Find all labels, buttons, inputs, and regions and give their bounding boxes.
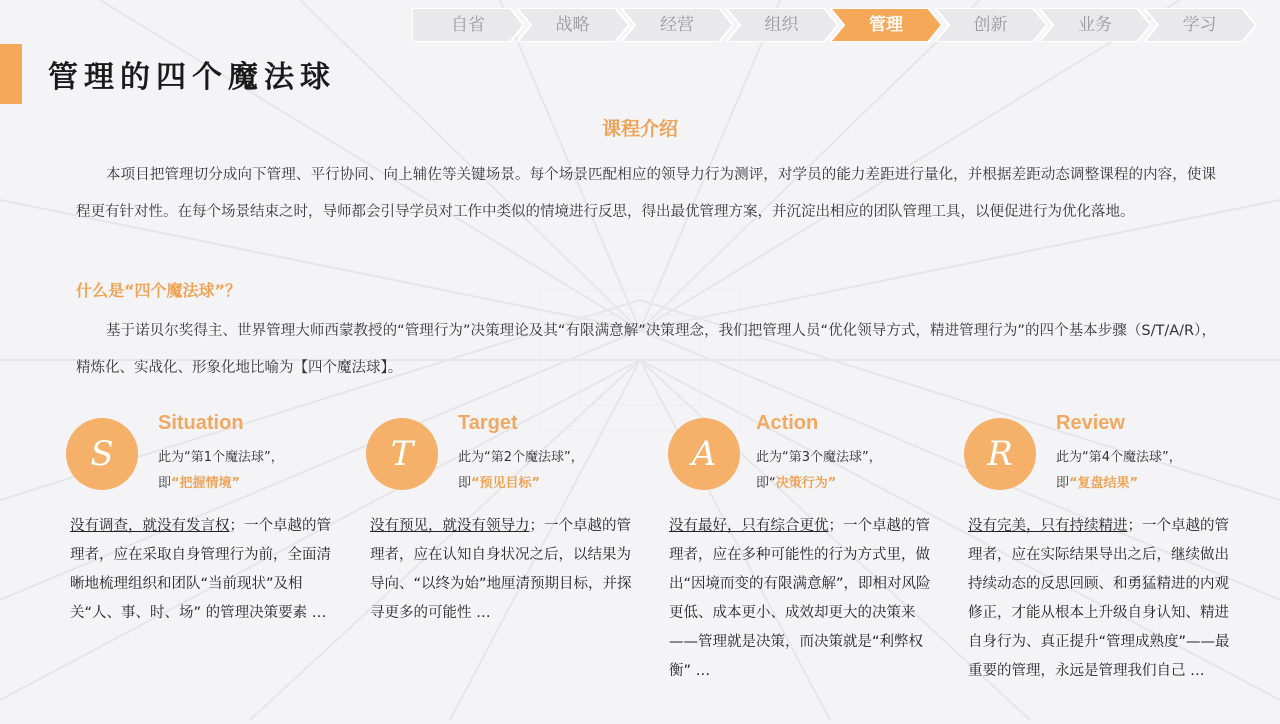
ball-letter-icon: T: [366, 418, 438, 490]
ball-name: Target: [458, 412, 518, 434]
ball-letter-icon: S: [66, 418, 138, 490]
nav-tab-label: 创新: [973, 15, 1008, 35]
nav-tab-label: 学习: [1182, 15, 1217, 35]
nav-tab-label: 战略: [555, 15, 590, 35]
question-paragraph: 基于诺贝尔奖得主、世界管理大师西蒙教授的“管理行为”决策理论及其“有限满意解”决策理念，我们把管理人员“优化领导方式，精进管理行为”的四个基本步骤（S/T/A/R），精炼化、实战化、形象化地比喻为【四个魔法球】。: [76, 323, 1216, 376]
ball-name: Review: [1056, 412, 1125, 434]
nav-tab-3[interactable]: [621, 8, 733, 42]
ball-ordinal: 此为“第4个魔法球”，: [1056, 450, 1182, 465]
top-navigation: [412, 8, 1270, 42]
nav-tab-5[interactable]: [830, 8, 942, 42]
nav-tab-label: 业务: [1078, 15, 1112, 35]
nav-tab-7[interactable]: [1039, 8, 1151, 42]
nav-tab-label: 经营: [660, 15, 694, 35]
ball-meaning: 即“把握情境”: [158, 476, 241, 491]
nav-tab-label: 自省: [451, 15, 485, 35]
ball-description: 没有最好，只有综合更优；一个卓越的管理者，应在多种可能性的行为方式里，做出“因境而变的有限满意解”，即相对风险更低、成本更小、成效却更大的决策来——管理就是决策，而决策就是“利弊权衡” …: [669, 518, 931, 679]
page-title: 管理的四个魔法球: [48, 60, 336, 95]
ball-name: Situation: [158, 412, 244, 434]
ball-meaning: 即“决策行为”: [756, 476, 837, 491]
ball-ordinal: 此为“第2个魔法球”，: [458, 450, 584, 465]
ball-description: 没有调查，就没有发言权；一个卓越的管理者，应在采取自身管理行为前，全面清晰地梳理组织和团队“当前现状”及相关“人、事、时、场” 的管理决策要素 …: [70, 518, 331, 621]
ball-letter-icon: R: [964, 418, 1036, 490]
nav-tab-1[interactable]: [412, 8, 524, 42]
ball-ordinal: 此为“第1个魔法球”，: [158, 450, 284, 465]
ball-meaning: 即“预见目标”: [458, 476, 541, 491]
ball-description: 没有完美，只有持续精进；一个卓越的管理者，应在实际结果导出之后，继续做出持续动态的反思回顾、和勇猛精进的内观修正，才能从根本上升级自身认知、精进自身行为、真正提升“管理成熟度”——最重要的管理，永远是管理我们自己 …: [968, 518, 1230, 679]
ball-meaning: 即“复盘结果”: [1056, 476, 1139, 491]
nav-tab-4[interactable]: [726, 8, 838, 42]
nav-tab-label: 组织: [764, 15, 799, 35]
nav-tab-6[interactable]: [935, 8, 1047, 42]
ball-description: 没有预见，就没有领导力；一个卓越的管理者，应在认知自身状况之后，以结果为导向、“以终为始”地厘清预期目标，并探寻更多的可能性 …: [370, 518, 632, 621]
intro-paragraph: 本项目把管理切分成向下管理、平行协同、向上辅佐等关键场景。每个场景匹配相应的领导力行为测评，对学员的能力差距进行量化，并根据差距动态调整课程的内容，使课程更有针对性。在每个场景结束之时，导师都会引导学员对工作中类似的情境进行反思，得出最优管理方案，并沉淀出相应的团队管理工具，以便促进行为优化落地。: [76, 167, 1216, 220]
ball-name: Action: [756, 412, 819, 434]
ball-ordinal: 此为“第3个魔法球”，: [756, 450, 882, 465]
nav-tab-label: 管理: [869, 15, 903, 35]
section-title: 课程介绍: [601, 118, 678, 140]
title-accent-bar: [0, 44, 22, 104]
ball-letter-icon: A: [668, 418, 740, 490]
nav-tab-2[interactable]: [517, 8, 629, 42]
nav-tab-8[interactable]: [1144, 8, 1256, 42]
question-heading: 什么是“四个魔法球”？: [76, 281, 242, 300]
